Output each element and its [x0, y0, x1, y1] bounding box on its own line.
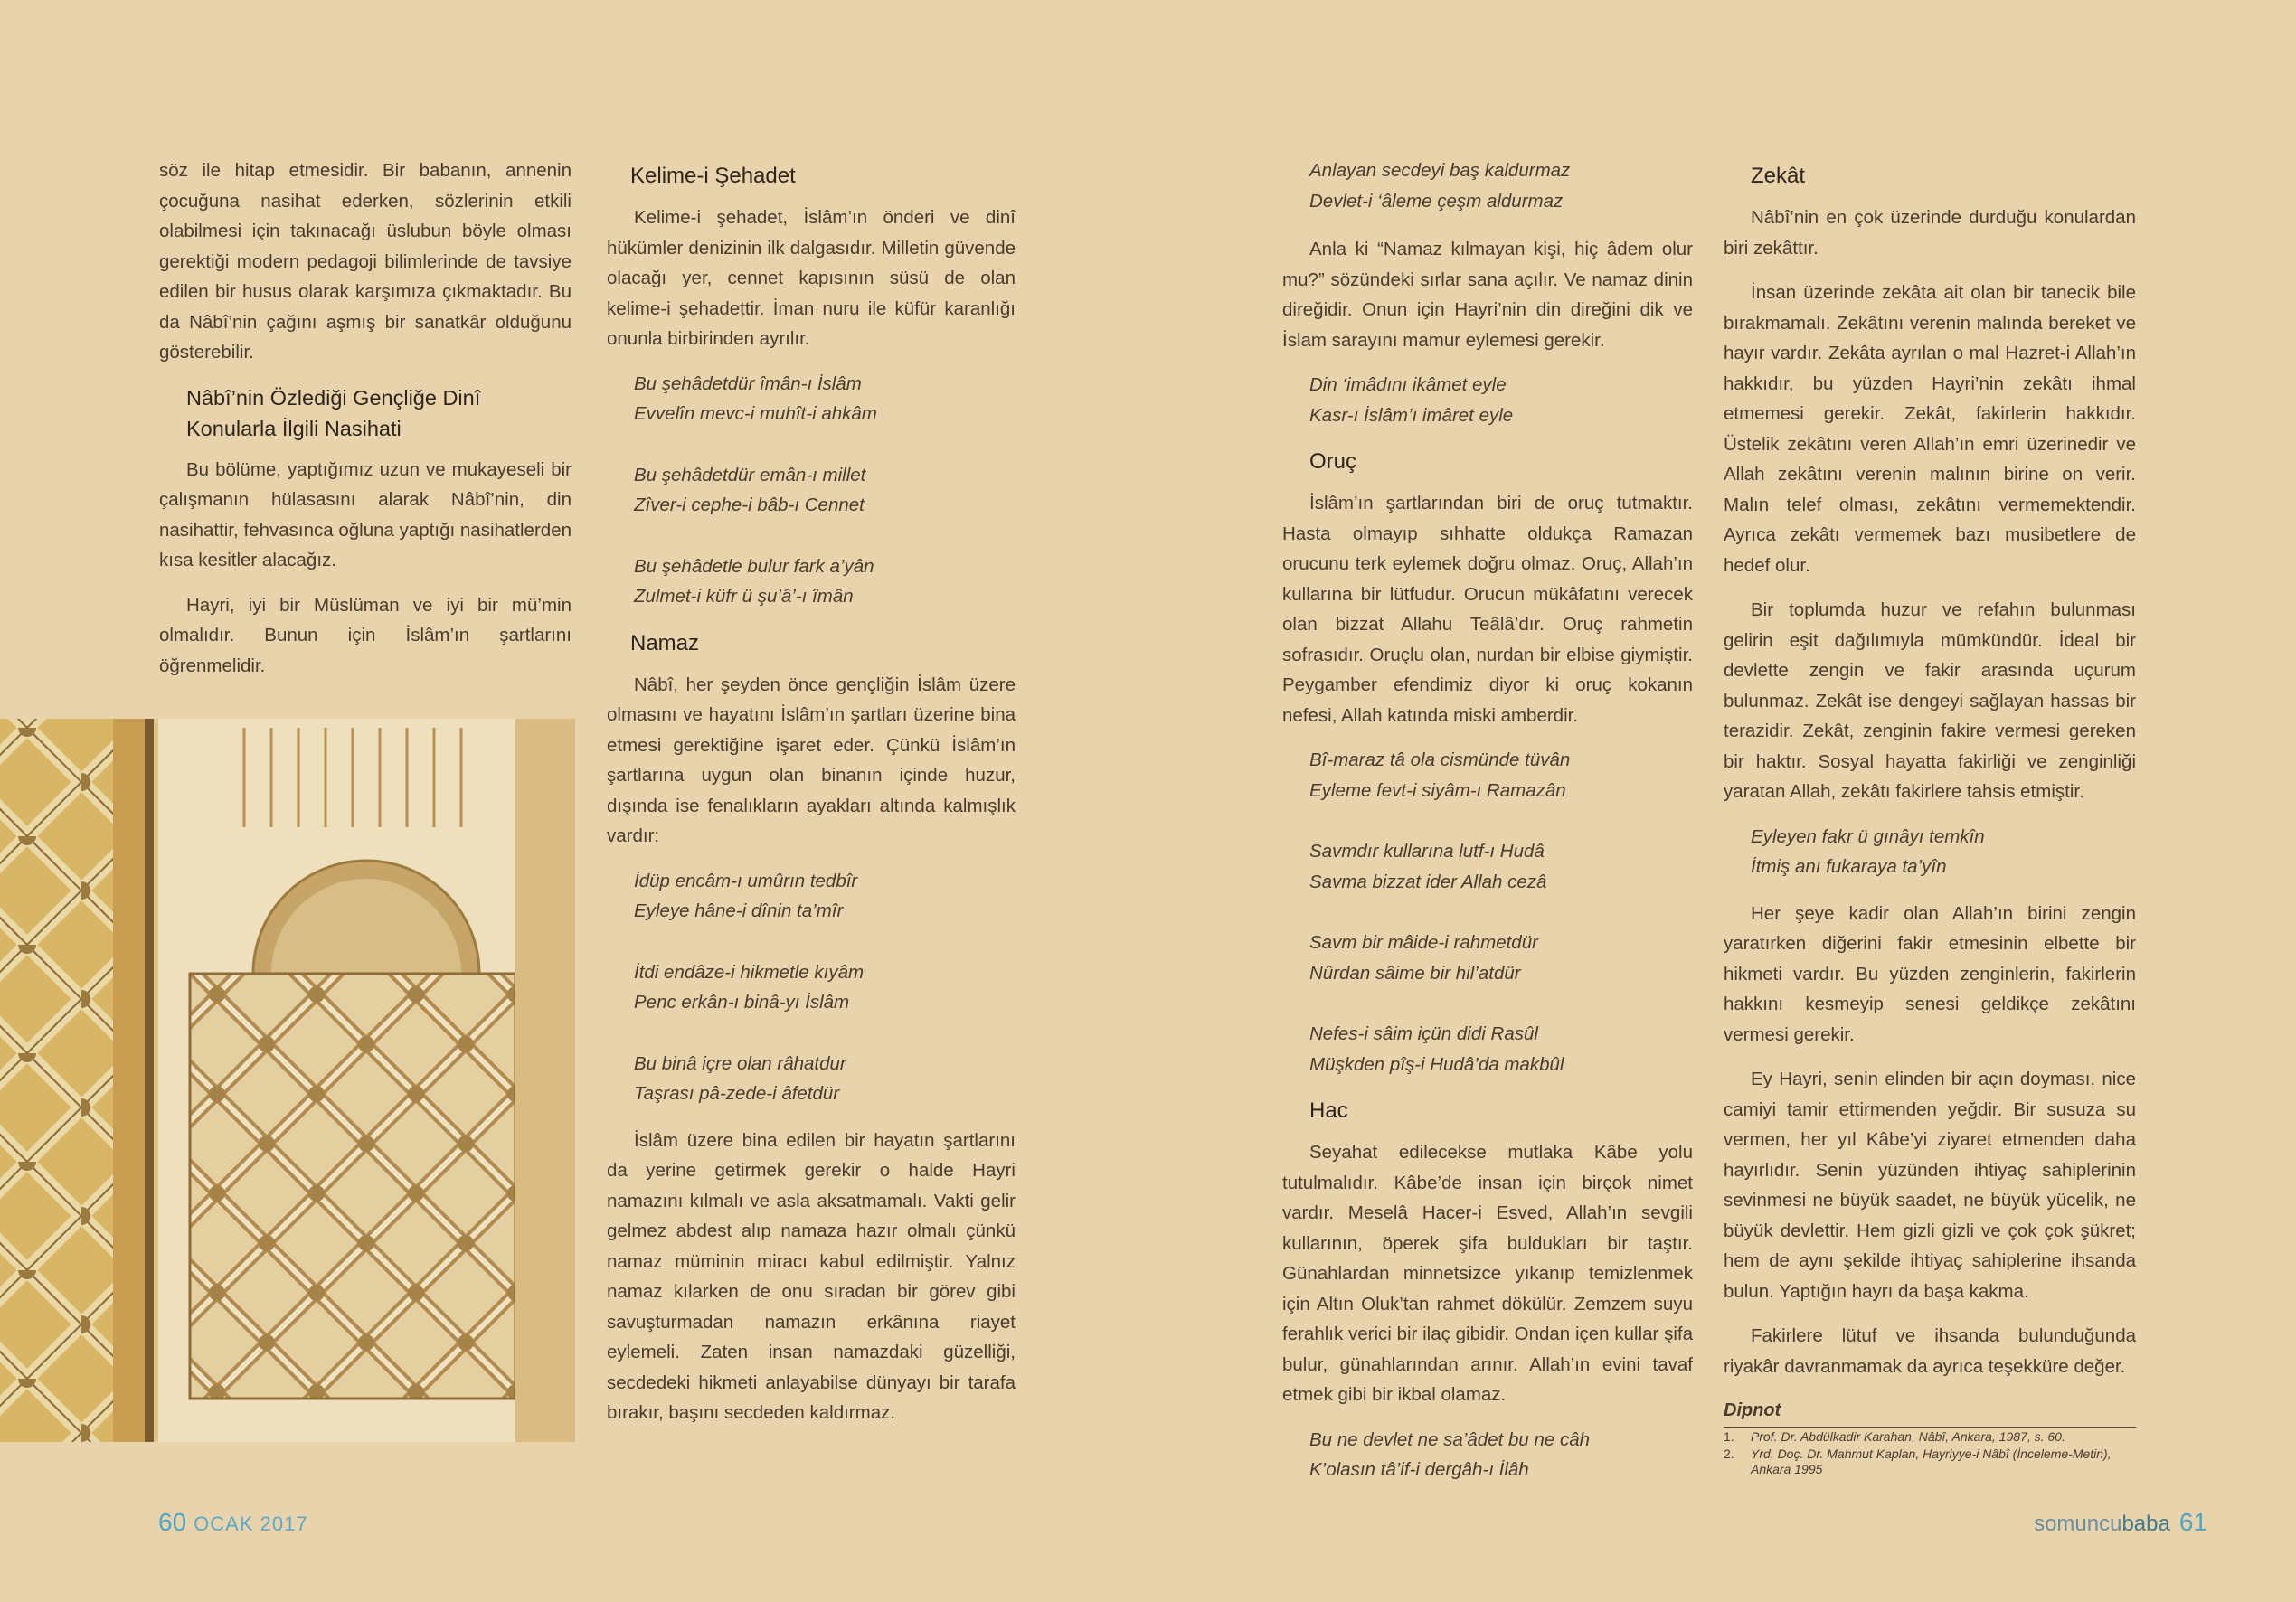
- footnote-text: Yrd. Doç. Dr. Mahmut Kaplan, Hayriyye-i Nâbî (İnceleme-Metin), Ankara 1995: [1751, 1446, 2112, 1476]
- verse-line: Nefes-i sâim içün didi Rasûl: [1309, 1023, 1538, 1044]
- verse-line: Anlayan secdeyi baş kaldurmaz: [1309, 160, 1571, 181]
- paragraph: Hayri, iyi bir Müslüman ve iyi bir mü’min olmalıdır. Bunun için İslâm’ın şartlarını öğrenmelidir.: [159, 594, 572, 676]
- paragraph: İnsan üzerinde zekâta ait olan bir tanecik bile bırakmamalı. Zekâtını verenin malında bereket ve hayır vardır. Zekâta ayrılan o mal Hazret-i Allah’ın hakkıdır, bu yüzden Hayri’nin zekâtı ihmal etmemesi gerekir. Zekât, fakirlerin hakkıdır. Üstelik zekâtını veren Allah’ın emri üzerinedir ve Allah zekâtını verenin malının birine on verir. Malın telef olması, zekâtını vermemektendir. Ayrıca zekâtı vermemek bazı musibetlere de hedef olur.: [1724, 282, 2136, 576]
- verse-line: Taşrası pâ-zede-i âfetdür: [634, 1083, 840, 1104]
- paragraph: Bir toplumda huzur ve refahın bulunması gelirin eşit dağılımıyla mümkündür. İdeal bir devlette zengin ve fakir arasında uçurum bulunmaz. Zekât ise dengeyi sağlayan hassas bir terazidir. Zekât, zenginin fakire vermesi gereken bir haktır. Sosyal hayatta fakirliği ve zenginliği yaratan Allah, zekâtı fakirlere tahsis etmiştir.: [1724, 599, 2136, 802]
- verse-line: İdüp encâm-ı umûrın tedbîr: [634, 870, 858, 891]
- verse-line: Zîver-i cephe-i bâb-ı Cennet: [634, 495, 865, 515]
- footnote-number: 1.: [1724, 1428, 1734, 1444]
- section-heading-oruc: Oruç: [1309, 449, 1357, 474]
- paragraph: Nâbî, her şeyden önce gençliğin İslâm üzere olmasını ve hayatını İslâm’ın şartları üzerine bina etmesi gerektiğine işaret eder. Çünkü İslâm’ın şartlarına uygun olan binanın içinde huzur, dışında ise fenalıkların ayakları altında kalmışlık vardır:: [607, 674, 1016, 846]
- verse-couplet: [634, 460, 1016, 521]
- verse-couplet: [1309, 836, 1693, 897]
- verse-line: İtmiş anı fukaraya ta’yîn: [1751, 856, 1947, 877]
- verse-line: Savm bir mâide-i rahmetdür: [1309, 932, 1538, 953]
- paragraph: söz ile hitap etmesidir. Bir babanın, annenin çocuğuna nasihat ederken, sözlerinin etkili olabilmesi için takınacağı üslubun böyle olması gerektiği modern pedagoji bilimlerinde de tavsiye edilen bir husus olarak karşımıza çıkmaktadır. Bu da Nâbî’nin çağını aşmış bir sanatkâr olduğunu gösterebilir.: [159, 160, 572, 363]
- issue-date: OCAK 2017: [194, 1512, 308, 1535]
- section-heading-kelime: Kelime-i Şehadet: [630, 164, 796, 188]
- verse-couplet: [1309, 928, 1693, 988]
- paragraph: Bu bölüme, yaptığımız uzun ve mukayeseli bir çalışmanın hülasasını alarak Nâbî’nin, din nasihattir, fehvasınca oğluna yaptığı nasihatlerden kısa kesitler alacağız.: [159, 458, 572, 570]
- verse-couplet: [1751, 822, 2136, 882]
- verse-couplet: [634, 1049, 1016, 1109]
- paragraph: İslâm’ın şartlarından biri de oruç tutmaktır. Hasta olmayıp sıhhatte oldukça Ramazan orucunu terk eylemek doğru olmaz. Oruç, Allah’ın kullarına bir lütfudur. Orucun mükâfatını verecek olan bizzat Allahu Teâlâ’dır. Oruç rahmetin sofrasıdır. Oruçlu olan, nurdan bir elbise giymiştir. Peygamber efendimiz diyor ki oruç kokanın nefesi, Allah katında miski amberdir.: [1282, 493, 1693, 726]
- verse-line: Bu şehâdetdür îmân-ı İslâm: [634, 372, 862, 394]
- column-3: [1282, 155, 1693, 1502]
- verse-line: İtdi endâze-i hikmetle kıyâm: [634, 961, 865, 983]
- verse-line: Evvelîn mevc-i muhît-i ahkâm: [634, 403, 877, 424]
- verse-line: Din ‘imâdını ikâmet eyle: [1309, 374, 1507, 395]
- paragraph: Her şeye kadir olan Allah’ın birini zengin yaratırken diğerini fakir etmesinin elbette bir hikmeti vardır. Bu yüzden zenginlerin, fakirlerin hakkını kesmeyip senesi geldikçe zekâtını vermesi gerekir.: [1724, 902, 2136, 1045]
- paragraph: Nâbî’nin en çok üzerinde durduğu konulardan biri zekâttır.: [1724, 207, 2136, 259]
- page-number: 61: [2178, 1508, 2207, 1536]
- verse-couplet: [1309, 1425, 1693, 1485]
- paragraph: Seyahat edilecekse mutlaka Kâbe yolu tutulmalıdır. Kâbe’de insan için birçok nimet vardır. Meselâ Hacer-i Esved, Allah’ın sevgili kullarının, öperek şifa buldukları bir taştır. Günahlardan minnetsizce yıkanıp temizlenmek için Altın Oluk’tan rahmet dökülür. Zemzem suyu ferahlık verici bir ilaç gibidir. Ondan içen kullar şifa bulur, günahlarından arınır. Allah’ın evini tavaf etmek gibi bir ikbal olamaz.: [1282, 1142, 1693, 1405]
- verse-line: Nûrdan sâime bir hil’atdür: [1309, 962, 1521, 984]
- paragraph: Anla ki “Namaz kılmayan kişi, hiç âdem olur mu?” sözündeki sırlar sana açılır. Ve namaz dinin direğidir. Onun için Hayri’nin din direğini dik ve İslam sarayını mamur eylemesi gerekir.: [1282, 239, 1693, 351]
- column-1: [159, 155, 572, 695]
- section-heading-namaz: Namaz: [630, 630, 700, 655]
- left-page-footer: [158, 1508, 308, 1537]
- verse-line: Bu ne devlet ne sa’âdet bu ne câh: [1309, 1428, 1591, 1450]
- verse-line: Eyleme fevt-i siyâm-ı Ramazân: [1309, 779, 1566, 801]
- verse-couplet: [634, 957, 1016, 1018]
- right-page-footer: [2034, 1508, 2207, 1537]
- verse-line: Bu binâ içre olan râhatdur: [634, 1052, 846, 1074]
- paragraph: Kelime-i şehadet, İslâm’ın önderi ve dinî hükümler denizinin ilk dalgasıdır. Milletin güvende olacağı yer, cennet kapısının süsü de olan kelime-i şehadettir. İman nuru ile küfür karanlığı onunla birbirinden ayrılır.: [607, 207, 1016, 349]
- footnote-text: Prof. Dr. Abdülkadir Karahan, Nâbî, Ankara, 1987, s. 60.: [1751, 1428, 2065, 1444]
- logo-part: baba: [2121, 1512, 2170, 1536]
- verse-line: Bî-maraz tâ ola cismünde tüvân: [1309, 749, 1571, 770]
- verse-line: Penc erkân-ı binâ-yı İslâm: [634, 992, 850, 1013]
- paragraph: Ey Hayri, senin elinden bir açın doyması, nice camiyi tamir ettirmenden yeğdir. Bir susuza su vermen, her yıl Kâbe’yi ziyaret etmenden daha hayırlıdır. Senin yüzünden ihtiyaç sahiplerinin sevinmesi ne büyük saadet, ne büyük yücelik, ne büyük devlettir. Hem gizli gizli ve çok çok şükret; hem de aynı şekilde ihtiyaç sahiplerine ihsanda bulun. Yaptığın hayrı da başa kakma.: [1724, 1069, 2136, 1302]
- section-heading: Nâbî’nin Özlediği Gençliğe Dinî Konularla İlgili Nasihati: [186, 385, 481, 440]
- verse-line: Müşkden pîş-i Hudâ’da makbûl: [1309, 1053, 1564, 1075]
- verse-couplet: [1309, 745, 1693, 806]
- manuscript-image: [0, 719, 575, 1442]
- logo-part: somuncu: [2034, 1512, 2122, 1536]
- manuscript-illustration: [0, 719, 575, 1442]
- verse-line: Devlet-i ‘âleme çeşm aldurmaz: [1309, 190, 1564, 212]
- footnote: [1724, 1447, 2136, 1477]
- verse-line: Eyleye hâne-i dînin ta’mîr: [634, 900, 844, 921]
- verse-couplet: [1309, 155, 1693, 216]
- footnote-number: 2.: [1724, 1446, 1734, 1461]
- verse-line: K’olasın tâ’if-i dergâh-ı İlâh: [1309, 1459, 1529, 1480]
- verse-couplet: [634, 369, 1016, 429]
- verse-couplet: [634, 866, 1016, 927]
- column-4: [1724, 155, 2136, 1477]
- verse-couplet: [634, 551, 1016, 612]
- section-heading-hac: Hac: [1309, 1098, 1348, 1123]
- verse-line: Eyleyen fakr ü gınâyı temkîn: [1751, 825, 1985, 847]
- section-heading-zekat: Zekât: [1751, 164, 1806, 188]
- verse-line: Kasr-ı İslâm’ı imâret eyle: [1309, 404, 1514, 426]
- verse-line: Zulmet-i küfr ü şu’â’-ı îmân: [634, 586, 854, 607]
- column-2: [607, 155, 1016, 1443]
- paragraph: İslâm üzere bina edilen bir hayatın şartlarını da yerine getirmek gerekir o halde Hayri namazını kılmalı ve asla aksatmamalı. Vakti gelir gelmez abdest alıp namaza hazır olmalı çünkü namaz müminin miracı kabul edilmiştir. Yalnız namaz kılarken de onu sıradan bir görev gibi savuşturmadan namazın erkânına riayet eylemeli. Zaten insan namazdaki güzelliği, secdedeki hikmeti anlayabilse dünyayı bir tarafa bırakır, başını secdeden kaldırmaz.: [607, 1129, 1016, 1423]
- verse-line: Savmdır kullarına lutf-ı Hudâ: [1309, 841, 1545, 862]
- verse-couplet: [1309, 370, 1693, 430]
- footnotes-title: Dipnot: [1724, 1396, 2136, 1428]
- verse-line: Bu şehâdetdür emân-ı millet: [634, 464, 866, 485]
- paragraph: Fakirlere lütuf ve ihsanda bulunduğunda riyakâr davranmamak da ayrıca teşekküre değer.: [1724, 1325, 2136, 1377]
- verse-line: Bu şehâdetle bulur fark a’yân: [634, 555, 874, 577]
- verse-line: Savma bizzat ider Allah cezâ: [1309, 871, 1547, 892]
- verse-couplet: [1309, 1019, 1693, 1079]
- footnote: [1724, 1429, 2136, 1445]
- magazine-logo: [2034, 1512, 2170, 1536]
- page-number: 60: [158, 1508, 187, 1536]
